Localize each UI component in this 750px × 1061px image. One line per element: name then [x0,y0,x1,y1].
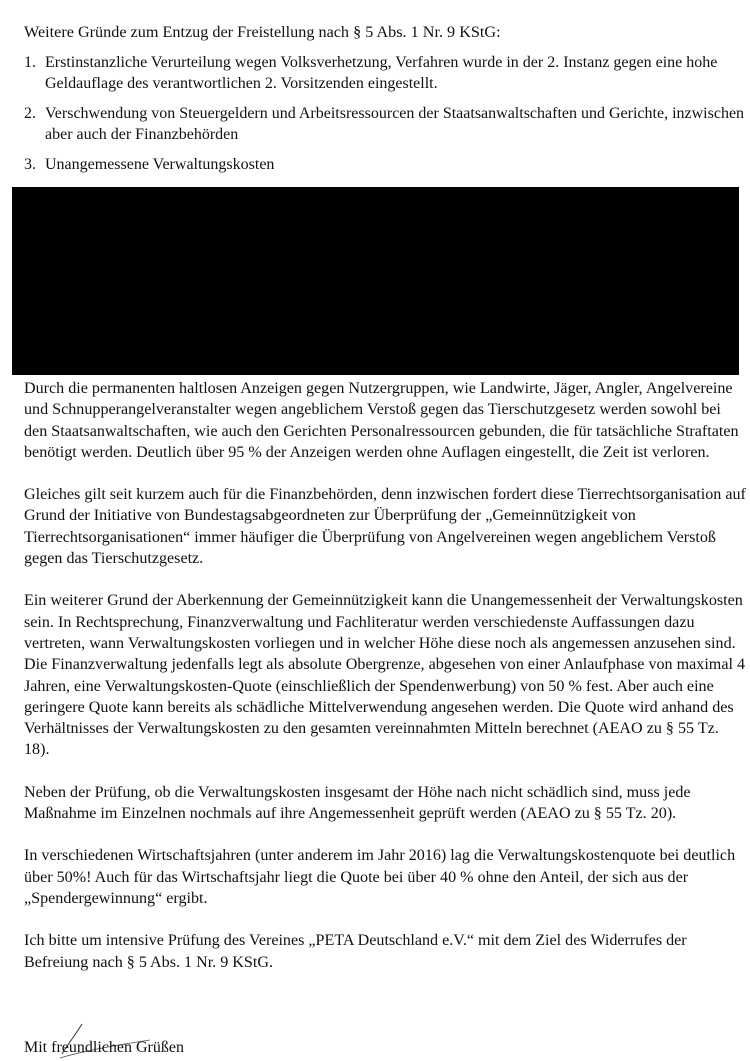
list-item-text: Erstinstanzliche Verurteilung wegen Volksverhetzung, Verfahren wurde in der 2. Instanz gegen eine hohe Geldauflage des verantwortlichen 2. Vorsitzenden eingestellt. [45,54,718,92]
body-text [24,378,748,994]
paragraph: In verschiedenen Wirtschaftsjahren (unter anderem im Jahr 2016) lag die Verwaltungskostenquote bei deutlich über 50%! Auch für das Wirtschaftsjahr liegt die Quote bei über 40 % ohne den Anteil, der sich aus der „Spendergewinnung“ ergibt. [24,847,736,907]
list-item-text: Unangemessene Verwaltungskosten [45,156,275,173]
list-item-number: 3. [24,156,36,173]
list-item [24,103,750,145]
redaction-block [12,187,739,375]
list-item [24,52,750,94]
paragraph: Ein weiterer Grund der Aberkennung der Gemeinnützigkeit kann die Unangemessenheit der Verwaltungskosten sein. In Rechtsprechung, Finanzverwaltung und Fachliteratur werden verschiedenste Auffassungen dazu vertreten, wann Verwaltungskosten vorliegen und in welcher Höhe diese noch als angemessen anzusehen sind. Die Finanzverwaltung jedenfalls legt als absolute Obergrenze, abgesehen von einer Anlaufphase von maximal 4 Jahren, eine Verwaltungskosten-Quote (einschließlich der Spendenwerbung) von 50 % fest. Aber auch eine geringere Quote kann bereits als schädliche Mittelverwendung angesehen werden. Die Quote wird anhand des Verhältnisses der Verwaltungskosten zu den gesamten vereinnahmten Mitteln berechnet (AEAO zu § 55 Tz. 18). [24,592,746,759]
reasons-list [24,52,750,184]
closing-salutation: Mit freundlichen Grüßen [24,1039,184,1056]
list-item-number: 1. [24,54,36,71]
paragraph: Gleiches gilt seit kurzem auch für die Finanzbehörden, denn inzwischen fordert diese Tierrechtsorganisation auf Grund der Initiative von Bundestagsabgeordneten zur Überprüfung der „Gemeinnützigkeit von Tierrechtsorganisationen“ immer häufiger die Überprüfung von Angelvereinen wegen angeblichem Verstoß gegen das Tierschutzgesetz. [24,486,746,568]
list-item-text: Verschwendung von Steuergeldern und Arbeitsressourcen der Staatsanwaltschaften und Gerichte, inzwischen aber auch der Finanzbehörden [45,105,745,143]
paragraph: Ich bitte um intensive Prüfung des Vereines „PETA Deutschland e.V.“ mit dem Ziel des Widerrufes der Befreiung nach § 5 Abs. 1 Nr. 9 KStG. [24,932,687,971]
paragraph: Neben der Prüfung, ob die Verwaltungskosten insgesamt der Höhe nach nicht schädlich sind, muss jede Maßnahme im Einzelnen nochmals auf ihre Angemessenheit geprüft werden (AEAO zu § 55 Tz. 20). [24,783,691,823]
document-heading: Weitere Gründe zum Entzug der Freistellung nach § 5 Abs. 1 Nr. 9 KStG: [24,23,501,41]
list-item-number: 2. [24,105,36,122]
list-item [24,154,750,175]
paragraph: Durch die permanenten haltlosen Anzeigen gegen Nutzergruppen, wie Landwirte, Jäger, Angler, Angelvereine und Schnupperangelveranstalter wegen angeblichem Verstoß gegen das Tierschutzgesetz werden sowohl bei den Staatsanwaltschaften, wie auch den Gerichten Personalressourcen gebunden, die für tatsächliche Straftaten benötigt werden. Deutlich über 95 % der Anzeigen werden ohne Auflagen eingestellt, die Zeit ist verloren. [24,380,739,461]
